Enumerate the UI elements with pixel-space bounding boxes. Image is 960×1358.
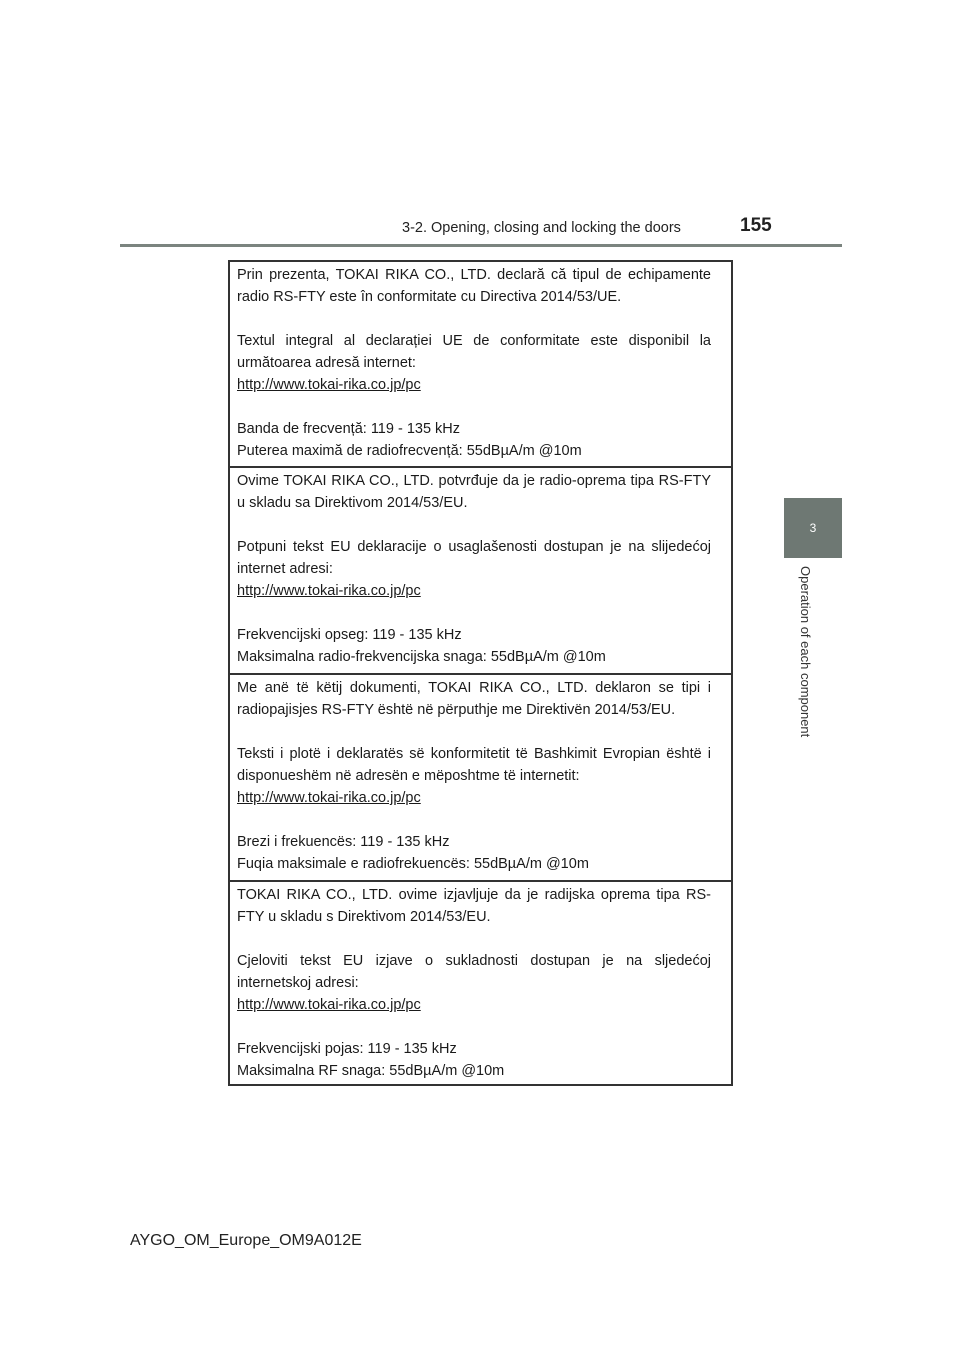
declaration-availability: Cjeloviti tekst EU izjave o sukladnosti dostupan je na sljedećoj internetskoj adresi: [237,953,711,991]
chapter-tab-rule [784,560,842,760]
declaration-availability: Textul integral al declarației UE de conformitate este disponibil la următoarea adresă internet: [237,333,711,371]
declaration-statement: TOKAI RIKA CO., LTD. ovime izjavljuje da je radijska oprema tipa RS-FTY u skladu s Direktivom 2014/53/EU. [237,887,711,925]
frequency-band: Frekvencijski opseg: 119 - 135 kHz [237,627,462,643]
declaration-cell-bosnian [230,468,731,675]
declaration-link[interactable]: http://www.tokai-rika.co.jp/pc [237,790,421,806]
declaration-link[interactable]: http://www.tokai-rika.co.jp/pc [237,583,421,599]
chapter-tab: 3 [784,498,842,558]
max-power: Fuqia maksimale e radiofrekuencës: 55dBµA/m @10m [237,856,589,872]
declaration-cell-albanian [230,675,731,882]
declaration-statement: Me anë të këtij dokumenti, TOKAI RIKA CO., LTD. deklaron se tipi i radiopajisjes RS-FTY është në përputhje me Direktivën 2014/53/EU. [237,680,711,718]
max-power: Puterea maximă de radiofrecvență: 55dBµA/m @10m [237,443,582,459]
header-rule [120,244,842,247]
page-number: 155 [740,215,772,236]
frequency-band: Banda de frecvență: 119 - 135 kHz [237,421,461,437]
declaration-statement: Prin prezenta, TOKAI RIKA CO., LTD. declară că tipul de echipamente radio RS-FTY este în conformitate cu Directiva 2014/53/UE. [237,267,711,305]
chapter-title: Operation of each component [798,566,813,738]
document-id: AYGO_OM_Europe_OM9A012E [130,1232,362,1249]
declaration-link[interactable]: http://www.tokai-rika.co.jp/pc [237,377,421,393]
max-power: Maksimalna RF snaga: 55dBµA/m @10m [237,1063,505,1079]
declaration-cell-romanian [230,262,731,468]
declaration-table [228,260,733,1086]
declaration-cell-croatian [230,882,731,1084]
frequency-band: Frekvencijski pojas: 119 - 135 kHz [237,1041,457,1057]
declaration-availability: Teksti i plotë i deklaratës së konformitetit të Bashkimit Evropian është i disponueshëm në adresën e mëposhtme të internetit: [237,746,711,784]
declaration-availability: Potpuni tekst EU deklaracije o usaglašenosti dostupan je na slijedećoj internet adresi: [237,539,711,577]
frequency-band: Brezi i frekuencës: 119 - 135 kHz [237,834,450,850]
declaration-statement: Ovime TOKAI RIKA CO., LTD. potvrđuje da je radio-oprema tipa RS-FTY u skladu sa Direktivom 2014/53/EU. [237,473,711,511]
declaration-link[interactable]: http://www.tokai-rika.co.jp/pc [237,997,421,1013]
max-power: Maksimalna radio-frekvencijska snaga: 55dBµA/m @10m [237,649,606,665]
section-title: 3-2. Opening, closing and locking the doors [402,220,681,236]
